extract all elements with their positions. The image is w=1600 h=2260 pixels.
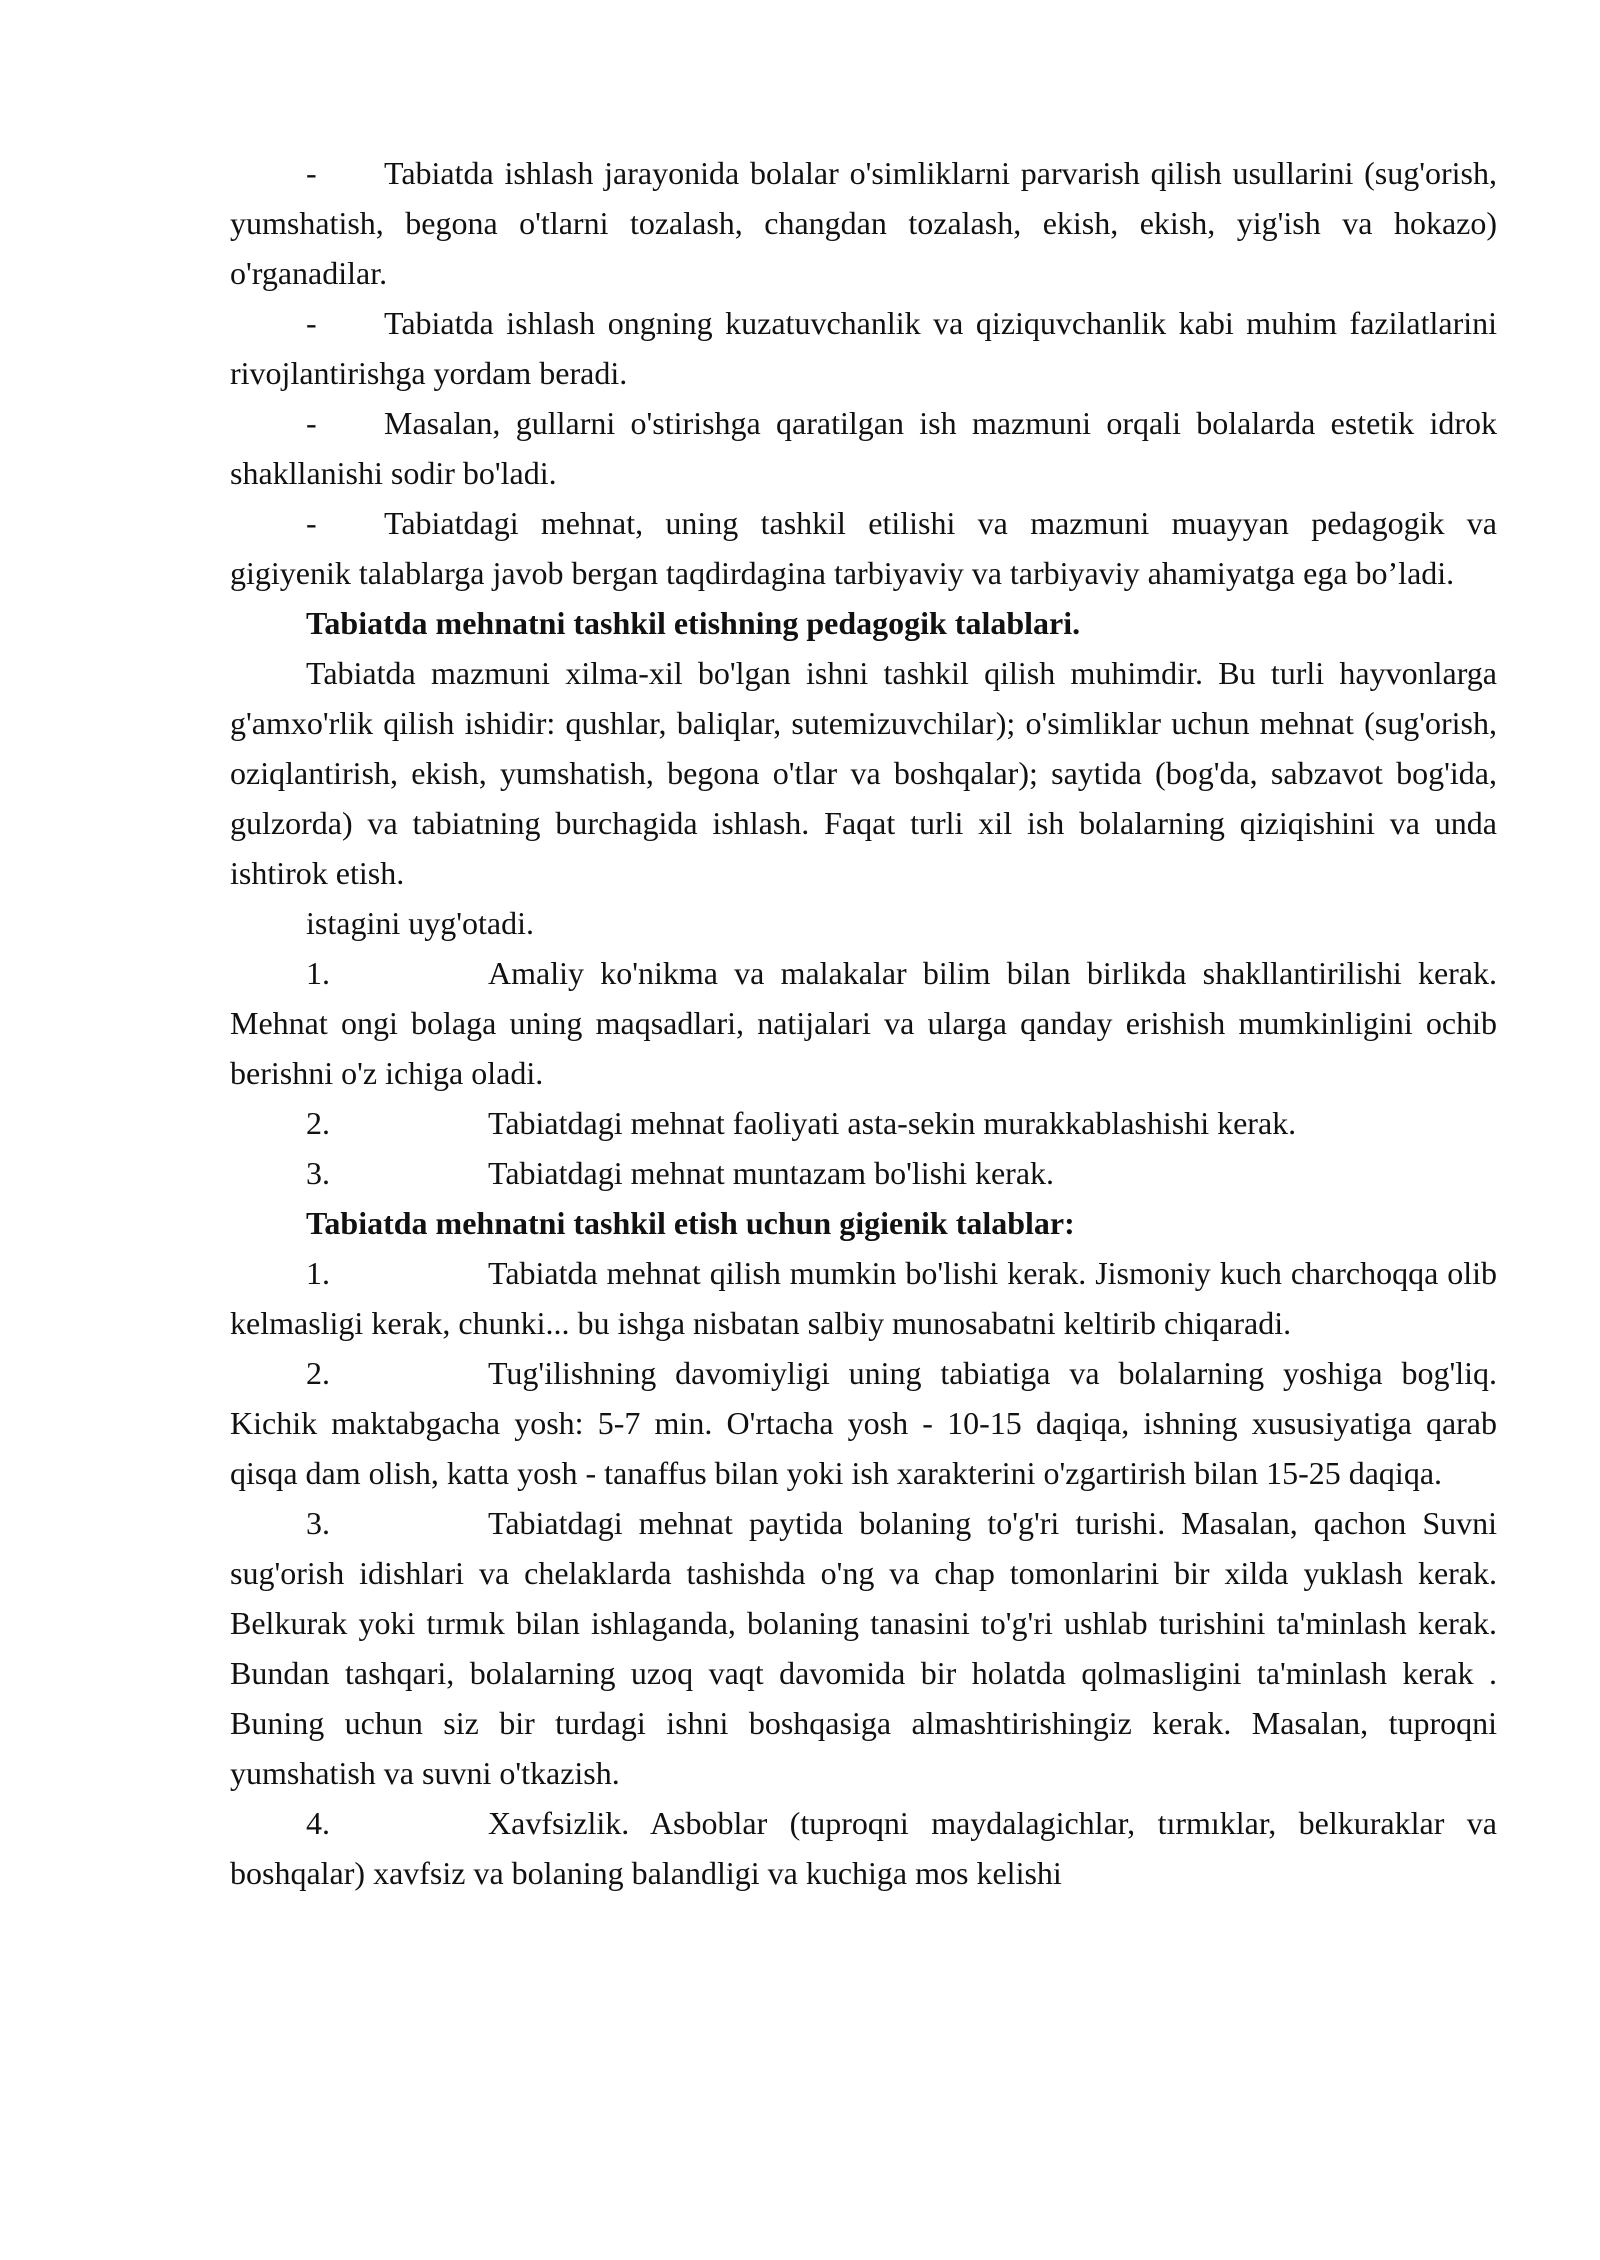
- item-text: Amaliy ko'nikma va malakalar bilim bilan birlikda shakllantirilishi kerak. Mehnat ongi bolaga uning maqsadlari, natijalari va ularga qanday erishish mumkinligini ochib berishni o'z ichiga oladi.: [230, 955, 1497, 1091]
- item-number: 3.: [306, 1505, 330, 1541]
- paragraph-text: Masalan, gullarni o'stirishga qaratilgan ish mazmuni orqali bolalarda estetik idrok shakllanishi sodir bo'ladi.: [230, 405, 1497, 491]
- section-heading: Tabiatda mehnatni tashkil etish uchun gigienik talablar:: [306, 1205, 1075, 1241]
- bullet-paragraph: [230, 498, 1497, 598]
- section-heading: Tabiatda mehnatni tashkil etishning pedagogik talablari.: [306, 605, 1081, 641]
- paragraph-text: Tabiatda ishlash jarayonida bolalar o'simliklarni parvarish qilish usullarini (sug'orish, yumshatish, begona o'tlarni tozalash, changdan tozalash, ekish, ekish, yig'ish va hokazo) o'rganadilar.: [230, 155, 1497, 291]
- numbered-item: [230, 948, 1497, 1098]
- item-text: Tabiatdagi mehnat paytida bolaning to'g'ri turishi. Masalan, qachon Suvni sug'orish idishlari va chelaklarda tashishda o'ng va chap tomonlarini bir xilda yuklash kerak. Belkurak yoki tırmık bilan ishlaganda, bolaning tanasini to'g'ri ushlab turishini ta'minlash kerak. Bundan tashqari, bolalarning uzoq vaqt davomida bir holatda qolmasligini ta'minlash kerak . Buning uchun siz bir turdagi ishni boshqasiga almashtirishingiz kerak. Masalan, tuproqni yumshatish va suvni o'tkazish.: [230, 1505, 1497, 1791]
- item-number: 1.: [306, 1255, 330, 1291]
- item-number: 3.: [306, 1155, 330, 1191]
- document-page: [230, 148, 1497, 1898]
- body-paragraph: Tabiatda mazmuni xilma-xil bo'lgan ishni tashkil qilish muhimdir. Bu turli hayvonlarga g'amxo'rlik qilish ishidir: qushlar, baliqlar, sutemizuvchilar); o'simliklar uchun mehnat (sug'orish, oziqlantirish, ekish, yumshatish, begona o'tlar va boshqalar); saytida (bog'da, sabzavot bog'ida, gulzorda) va tabiatning burchagida ishlash. Faqat turli xil ish bolalarning qiziqishini va unda ishtirok etish.: [230, 655, 1497, 891]
- numbered-item: [230, 1498, 1497, 1798]
- item-text: Tug'ilishning davomiyligi uning tabiatiga va bolalarning yoshiga bog'liq. Kichik maktabgacha yosh: 5-7 min. O'rtacha yosh - 10-15 daqiqa, ishning xususiyatiga qarab qisqa dam olish, katta yosh - tanaffus bilan yoki ish xarakterini o'zgartirish bilan 15-25 daqiqa.: [230, 1355, 1497, 1491]
- numbered-item: [230, 1098, 1497, 1148]
- item-number: 2.: [306, 1355, 330, 1391]
- numbered-item: [230, 1798, 1497, 1898]
- numbered-item: [230, 1248, 1497, 1348]
- item-number: 4.: [306, 1805, 330, 1841]
- paragraph-text: Tabiatdagi mehnat, uning tashkil etilishi va mazmuni muayyan pedagogik va gigiyenik talablarga javob bergan taqdirdagina tarbiyaviy va tarbiyaviy ahamiyatga ega bo’ladi.: [230, 505, 1497, 591]
- bullet-paragraph: [230, 398, 1497, 498]
- bullet-paragraph: [230, 298, 1497, 398]
- bullet-marker: -: [306, 155, 317, 191]
- bullet-marker: -: [306, 505, 317, 541]
- numbered-item: [230, 1148, 1497, 1198]
- body-paragraph: istagini uyg'otadi.: [306, 905, 534, 941]
- item-text: Tabiatda mehnat qilish mumkin bo'lishi kerak. Jismoniy kuch charchoqqa olib kelmasligi kerak, chunki... bu ishga nisbatan salbiy munosabatni keltirib chiqaradi.: [230, 1255, 1497, 1341]
- bullet-marker: -: [306, 305, 317, 341]
- bullet-marker: -: [306, 405, 317, 441]
- bullet-paragraph: [230, 148, 1497, 298]
- paragraph-text: Tabiatda ishlash ongning kuzatuvchanlik va qiziquvchanlik kabi muhim fazilatlarini rivojlantirishga yordam beradi.: [230, 305, 1497, 391]
- item-number: 2.: [306, 1105, 330, 1141]
- item-text: Tabiatdagi mehnat muntazam bo'lishi kerak.: [488, 1155, 1055, 1191]
- item-number: 1.: [306, 955, 330, 991]
- item-text: Xavfsizlik. Asboblar (tuproqni maydalagichlar, tırmıklar, belkuraklar va boshqalar) xavfsiz va bolaning balandligi va kuchiga mos kelishi: [230, 1805, 1497, 1891]
- numbered-item: [230, 1348, 1497, 1498]
- item-text: Tabiatdagi mehnat faoliyati asta-sekin murakkablashishi kerak.: [488, 1105, 1297, 1141]
